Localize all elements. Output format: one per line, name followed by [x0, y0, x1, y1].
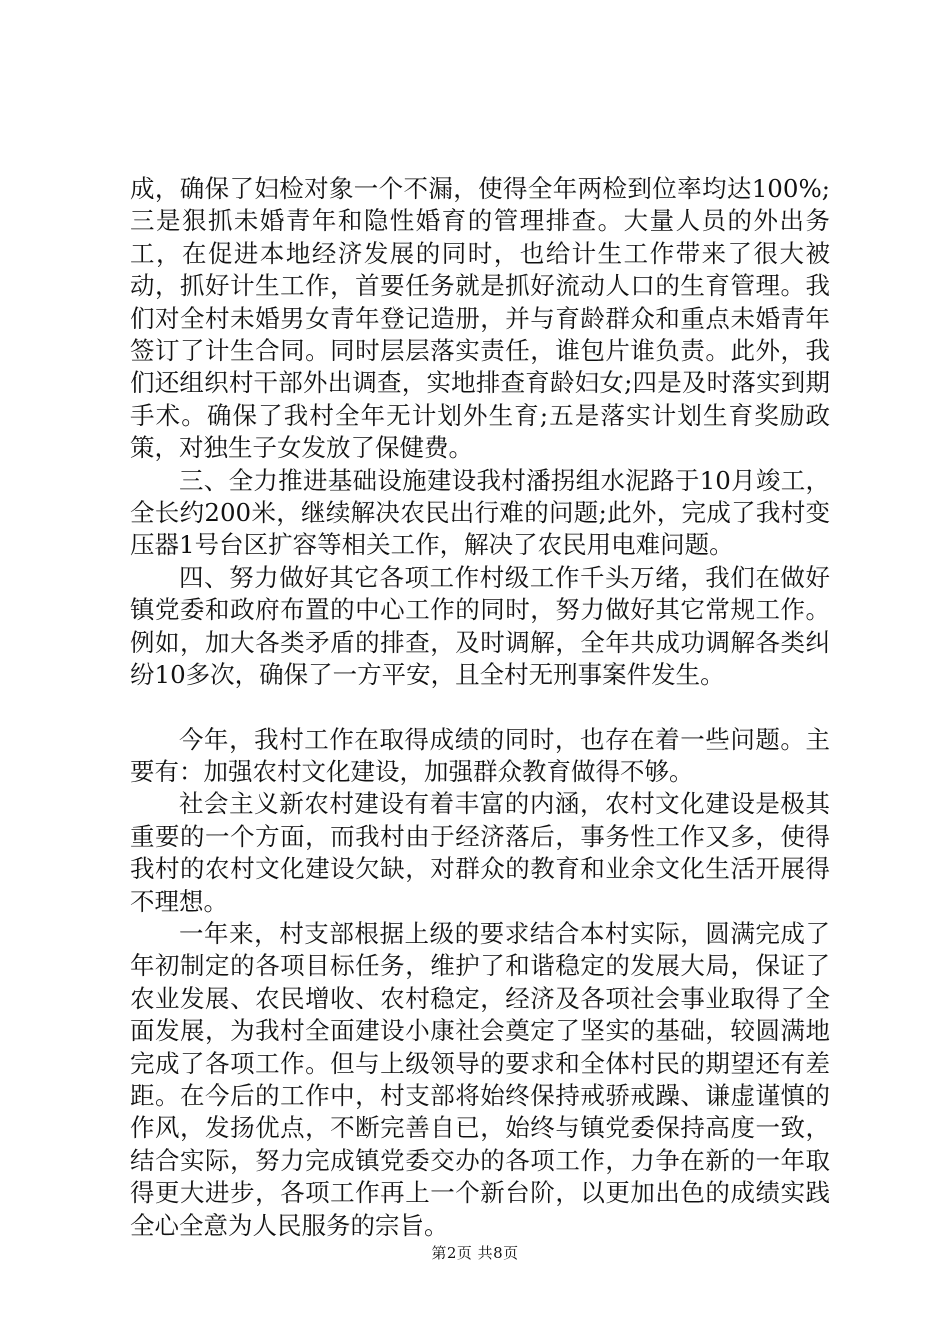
paragraph-family-planning: 成，确保了妇检对象一个不漏，使得全年两检到位率均达100%;三是狠抓未婚青年和隐性婚育的管理排查。大量人员的外出务工，在促进本地经济发展的同时，也给计生工作带来了很大被动，抓好计生工作，首要任务就是抓好流动人口的生育管理。我们对全村未婚男女青年登记造册，并与育龄群众和重点未婚青年签订了计生合同。同时层层落实责任，谁包片谁负责。此外，我们还组织村干部外出调查，实地排查育龄妇女;四是及时落实到期手术。确保了我村全年无计划外生育;五是落实计划生育奖励政策，对独生子女发放了保健费。 — [130, 174, 830, 463]
paragraph-problems: 今年，我村工作在取得成绩的同时，也存在着一些问题。主要有：加强农村文化建设，加强群众教育做得不够。 — [130, 724, 830, 786]
paragraph-gap — [130, 692, 830, 724]
page-number-footer: 第2页 共8页 — [431, 1244, 519, 1262]
paragraph-culture: 社会主义新农村建设有着丰富的内涵，农村文化建设是极其重要的一个方面，而我村由于经济落后，事务性工作又多，使得我村的农村文化建设欠缺，对群众的教育和业余文化生活开展得不理想。 — [130, 789, 830, 916]
paragraph-infrastructure: 三、全力推进基础设施建设我村潘拐组水泥路于10月竣工，全长约200米，继续解决农民出行难的问题;此外，完成了我村变压器1号台区扩容等相关工作，解决了农民用电难问题。 — [130, 465, 830, 560]
paragraph-other-work: 四、努力做好其它各项工作村级工作千头万绪，我们在做好镇党委和政府布置的中心工作的同时，努力做好其它常规工作。例如，加大各类矛盾的排查，及时调解，全年共成功调解各类纠纷10多次，确保了一方平安，且全村无刑事案件发生。 — [130, 562, 830, 690]
paragraph-summary: 一年来，村支部根据上级的要求结合本村实际，圆满完成了年初制定的各项目标任务，维护了和谐稳定的发展大局，保证了农业发展、农民增收、农村稳定，经济及各项社会事业取得了全面发展，为我村全面建设小康社会奠定了坚实的基础，较圆满地完成了各项工作。但与上级领导的要求和全体村民的期望还有差距。在今后的工作中，村支部将始终保持戒骄戒躁、谦虚谨慎的作风，发扬优点，不断完善自已，始终与镇党委保持高度一致，结合实际，努力完成镇党委交办的各项工作，力争在新的一年取得更大进步，各项工作再上一个新台阶，以更加出色的成绩实践全心全意为人民服务的宗旨。 — [130, 918, 830, 1240]
document-body — [130, 173, 830, 1242]
